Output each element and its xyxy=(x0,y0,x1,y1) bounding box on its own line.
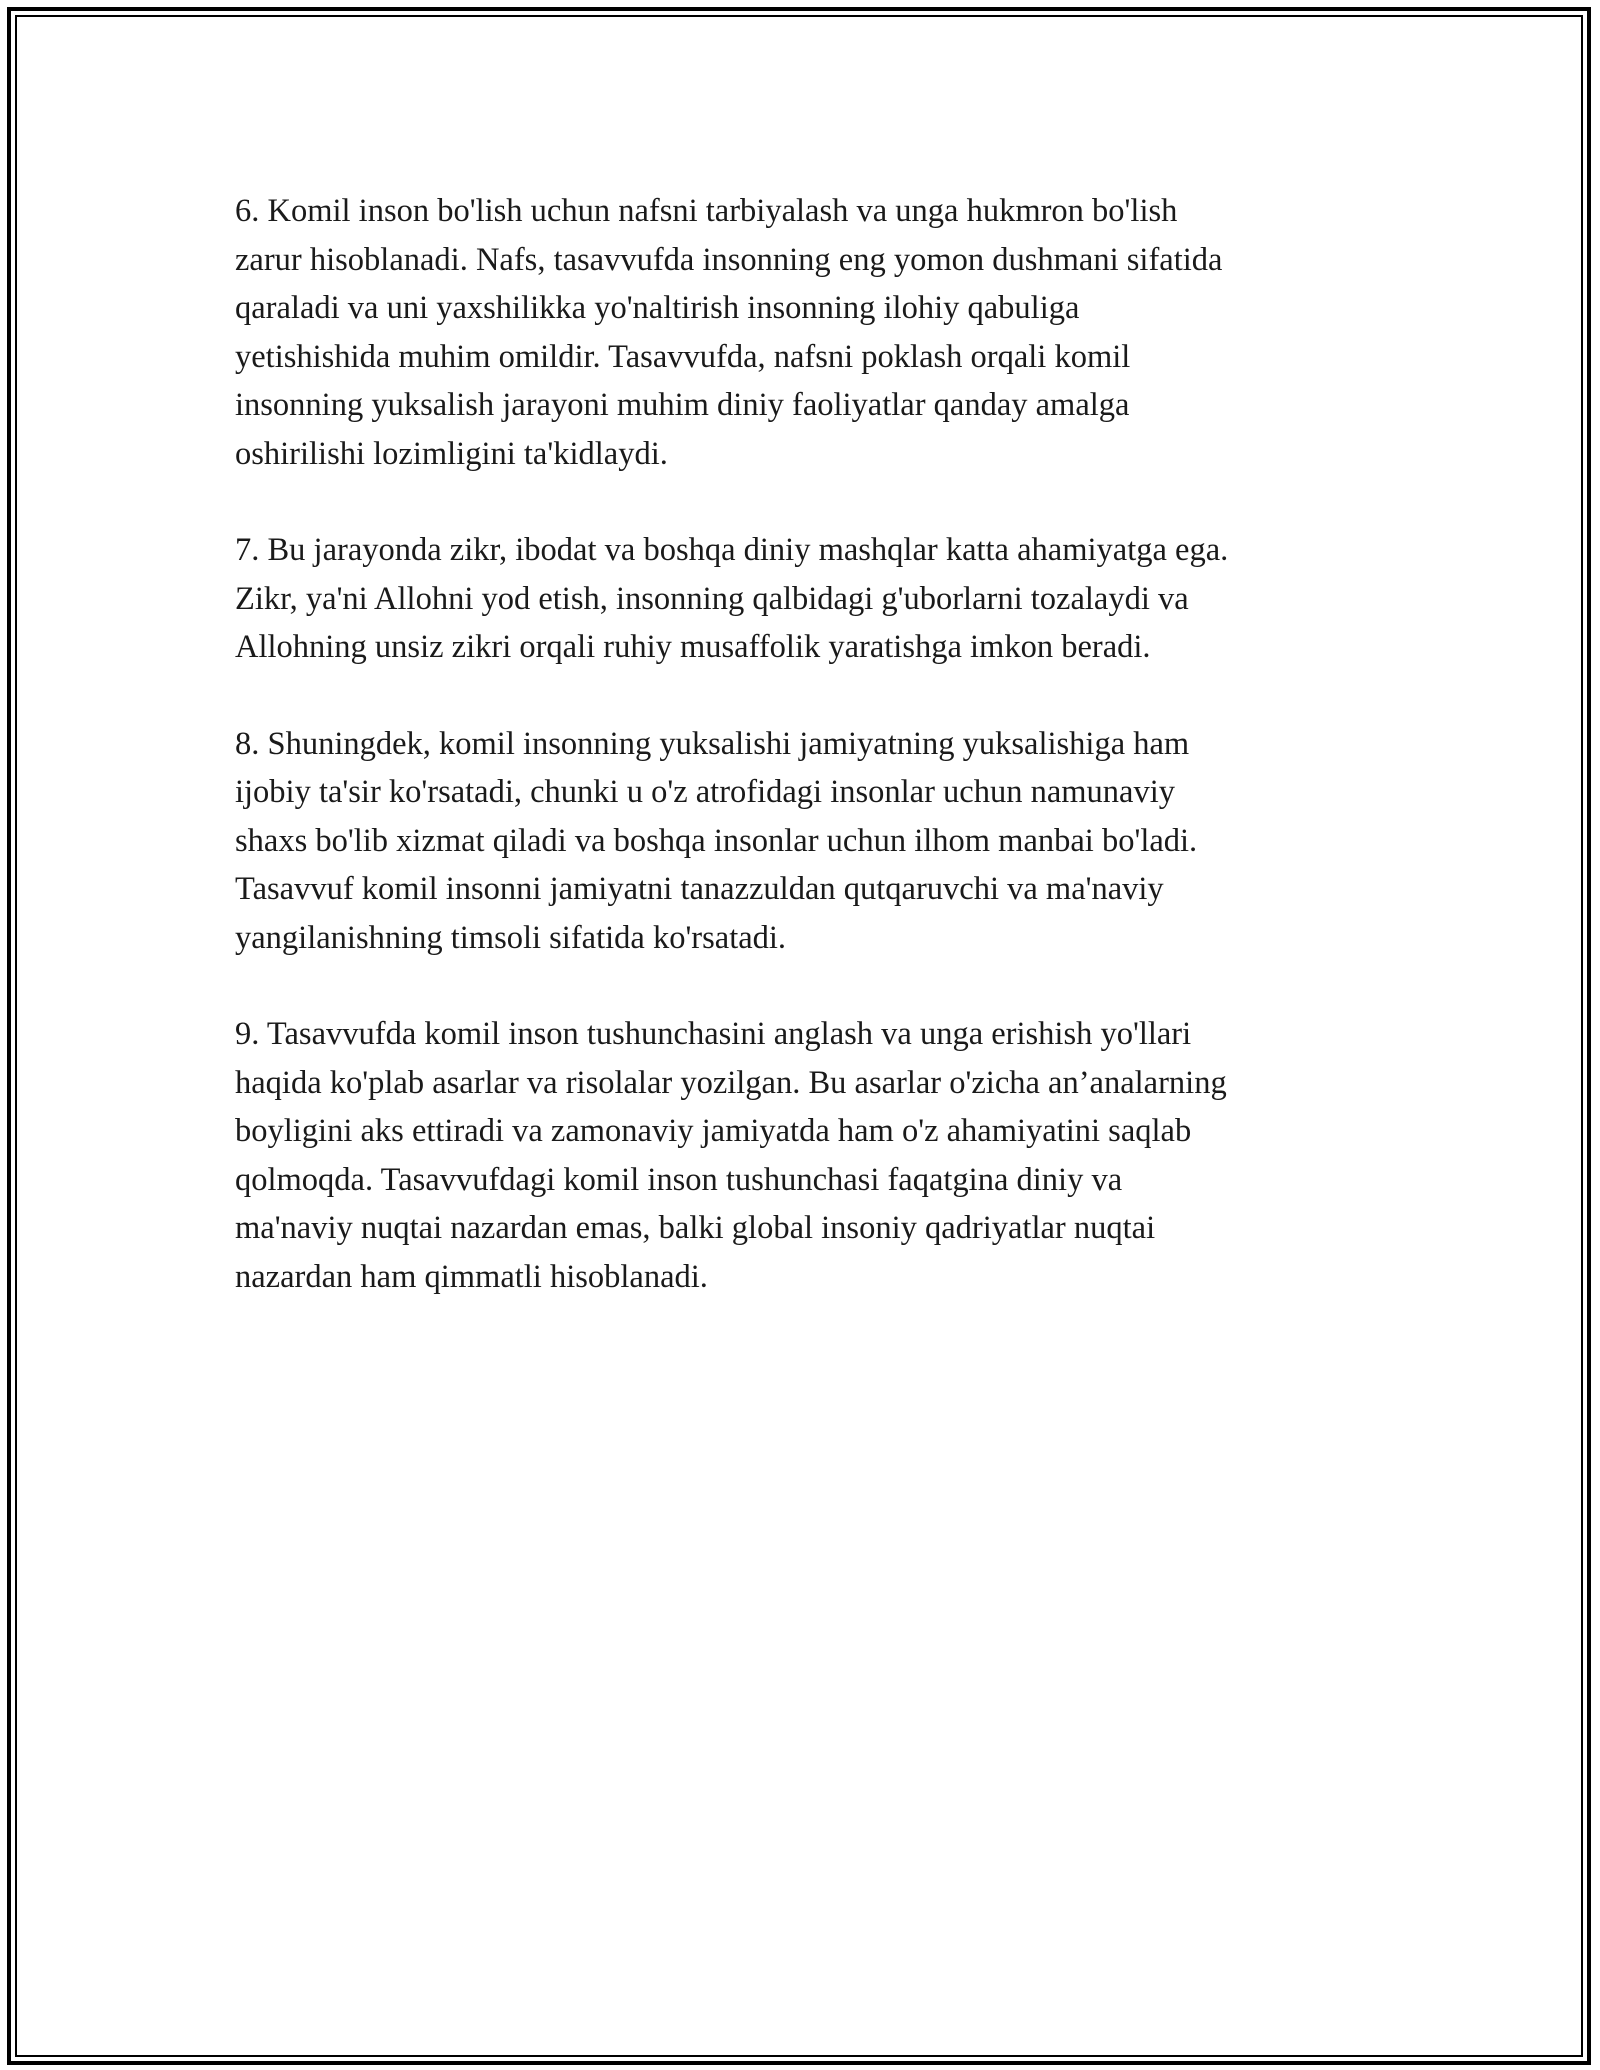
paragraph-8: 8. Shuningdek, komil insonning yuksalishi jamiyatning yuksalishiga ham ijobiy ta'sir ko'rsatadi, chunki u o'z atrofidagi insonlar uchun namunaviy shaxs bo'lib xizmat qiladi va boshqa insonlar uchun ilhom manbai bo'ladi. Tasavvuf komil insonni jamiyatni tanazzuldan qutqaruvchi va ma'naviy yangilanishning timsoli sifatida ko'rsatadi. xyxy=(235,725,1198,956)
document-body xyxy=(235,187,1385,1349)
paragraph-7: 7. Bu jarayonda zikr, ibodat va boshqa diniy mashqlar katta ahamiyatga ega. Zikr, ya'ni Allohni yod etish, insonning qalbidagi g'uborlarni tozalaydi va Allohning unsiz zikri orqali ruhiy musaffolik yaratishga imkon beradi. xyxy=(235,532,1229,665)
paragraph-6: 6. Komil inson bo'lish uchun nafsni tarbiyalash va unga hukmron bo'lish zarur hisoblanadi. Nafs, tasavvufda insonning eng yomon dushmani sifatida qaraladi va uni yaxshilikka yo'naltirish insonning ilohiy qabuliga yetishishida muhim omildir. Tasavvufda, nafsni poklash orqali komil insonning yuksalish jarayoni muhim diniy faoliyatlar qanday amalga oshirilishi lozimligini ta'kidlaydi. xyxy=(235,193,1223,472)
paragraph-9: 9. Tasavvufda komil inson tushunchasini anglash va unga erishish yo'llari haqida ko'plab asarlar va risolalar yozilgan. Bu asarlar o'zicha an’analarning boyligini aks ettiradi va zamonaviy jamiyatda ham o'z ahamiyatini saqlab qolmoqda. Tasavvufdagi komil inson tushunchasi faqatgina diniy va ma'naviy nuqtai nazardan emas, balki global insoniy qadriyatlar nuqtai nazardan ham qimmatli hisoblanadi. xyxy=(235,1016,1227,1295)
